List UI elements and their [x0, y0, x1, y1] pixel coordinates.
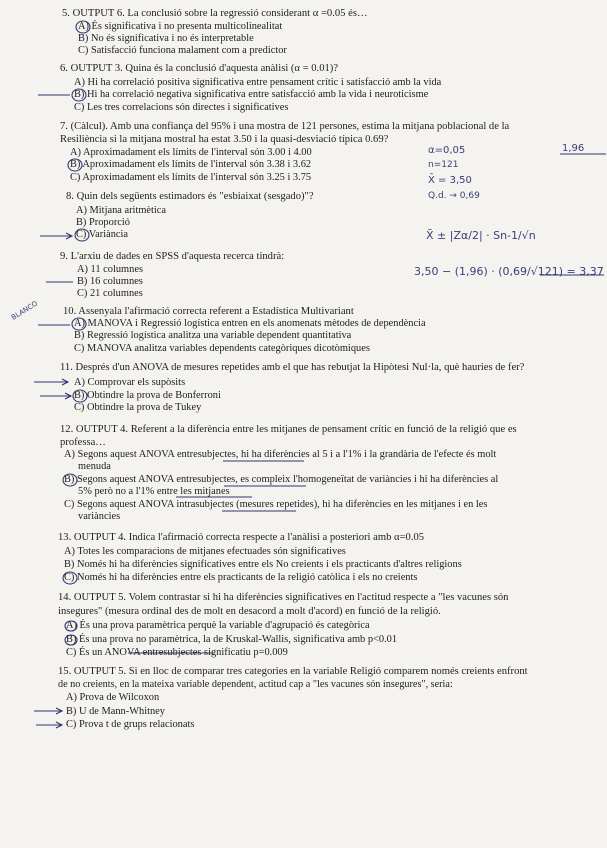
question-14-stem-line-1: 14. OUTPUT 5. Volem contrastar si hi ha diferències significatives en l'actitud respecte a "les vacunes són [58, 592, 509, 603]
question-9-option-b[interactable]: B) 16 columnes [77, 276, 143, 287]
question-12-option-c-cont: variàncies [78, 511, 121, 522]
question-13-option-a[interactable]: A) Totes les comparacions de mitjanes efectuades són significatives [64, 546, 346, 557]
question-12-option-b-cont: 5% però no a l'1% entre les mitjanes [78, 486, 230, 497]
question-12-option-a[interactable]: A) Segons aquest ANOVA entresubjectes, hi ha diferències al 5 i a l'1% i la grandària de l'efecte és molt [64, 449, 497, 460]
question-6-option-a[interactable]: A) Hi ha correlació positiva significativa entre pensament crític i satisfacció amb la vida [74, 77, 442, 88]
handwritten-mean: X̄ = 3,50 [428, 175, 472, 186]
handwritten-formula: X̄ ± |Zα/2| · Sn-1/√n [426, 229, 536, 242]
question-11-option-a[interactable]: A) Comprovar els supòsits [74, 377, 186, 388]
question-5-stem: 5. OUTPUT 6. La conclusió sobre la regressió considerant α =0.05 és… [62, 8, 368, 19]
question-6-option-b[interactable]: B) Hi ha correlació negativa significativa entre satisfacció amb la vida i neuroticisme [74, 89, 429, 100]
question-14-stem-line-2: insegures" (mesura ordinal des de molt en desacord a molt d'acord) en funció de la religió. [58, 606, 441, 617]
handwritten-n: n=121 [428, 160, 459, 170]
question-5-option-c[interactable]: C) Satisfacció funciona malament com a predictor [78, 45, 287, 56]
question-7-option-c[interactable]: C) Aproximadament els límits de l'interval són 3.25 i 3.75 [70, 172, 312, 183]
question-5-option-b[interactable]: B) No és significativa i no és interpretable [78, 33, 254, 44]
question-6-stem: 6. OUTPUT 3. Quina és la conclusió d'aquesta anàlisi (α = 0.01)? [60, 63, 339, 74]
question-7-stem-line-2: Resiliència si la mitjana mostral ha estat 3.50 i la quasi-desviació típica 0.69? [60, 134, 389, 145]
question-10-stem: 10. Assenyala l'afirmació correcta referent a Estadística Multivariant [63, 306, 354, 317]
question-14-option-c[interactable]: C) És un ANOVA entresubjectes significatiu p=0.009 [66, 647, 288, 658]
question-6-option-c[interactable]: C) Les tres correlacions són directes i significatives [74, 102, 289, 113]
question-7-option-b[interactable]: B) Aproximadament els límits de l'interval són 3.38 i 3.62 [70, 159, 312, 170]
question-14-option-b[interactable]: B) És una prova no paramètrica, la de Kruskal-Wallis, significativa amb p<0.01 [66, 634, 398, 645]
handwritten-alpha: α=0,05 [428, 145, 466, 156]
question-11-option-c[interactable]: C) Obtindre la prova de Tukey [74, 402, 202, 413]
question-12-option-a-cont: menuda [78, 461, 111, 472]
question-13-option-c[interactable]: C) Només hi ha diferències entre els practicants de la religió catòlica i els no creients [64, 572, 418, 583]
question-11-option-b[interactable]: B) Obtindre la prova de Bonferroni [74, 390, 221, 401]
handwritten-sd: Q.d. → 0,69 [428, 191, 480, 201]
question-9-stem: 9. L'arxiu de dades en SPSS d'aquesta recerca tindrà: [60, 251, 285, 262]
handwritten-calculation: 3,50 − (1,96) · (0,69/√121) = 3,37 [414, 265, 604, 278]
question-10-option-c[interactable]: C) MANOVA analitza variables dependents categòriques dicotòmiques [74, 343, 370, 354]
question-13-stem: 13. OUTPUT 4. Indica l'afirmació correcta respecte a l'anàlisi a posteriori amb α=0.05 [58, 532, 425, 543]
question-8-option-c[interactable]: C) Variància [76, 229, 129, 240]
answer-arrow-q8-c [40, 233, 72, 239]
answer-arrow-q11-a [34, 379, 68, 385]
question-12-stem-line-1: 12. OUTPUT 4. Referent a la diferència entre les mitjanes de pensament crític en funció de la religió que es [60, 424, 517, 435]
question-13-option-b[interactable]: B) Només hi ha diferències significatives entre els No creients i els practicants d'altres religions [64, 559, 462, 570]
question-8-stem: 8. Quin dels següents estimadors és "esbiaixat (sesgado)"? [66, 191, 314, 202]
question-15-stem-line-2: de no creients, en la mateixa variable dependent, actitud cap a "les vacunes són insegures", seria: [58, 679, 453, 690]
question-12-option-c[interactable]: C) Segons aquest ANOVA intrasubjectes (mesures repetides), hi ha diferències en les mitjanes i en les [64, 499, 488, 510]
answer-arrow-q15-c [36, 722, 62, 728]
question-15-option-b[interactable]: B) U de Mann-Whitney [66, 706, 165, 717]
question-12-stem-line-2: professa… [60, 437, 106, 448]
question-8-option-b[interactable]: B) Proporció [76, 217, 130, 228]
question-5-option-a[interactable]: A) És significativa i no presenta multicolinealitat [78, 21, 283, 32]
question-14-option-a[interactable]: A) És una prova paramètrica perquè la variable d'agrupació és categòrica [66, 620, 370, 631]
question-9-option-c[interactable]: C) 21 columnes [77, 288, 143, 299]
question-15-option-a[interactable]: A) Prova de Wilcoxon [66, 692, 160, 703]
answer-arrow-q11-b [40, 393, 71, 399]
question-15-stem-line-1: 15. OUTPUT 5. Si en lloc de comparar tres categories en la variable Religió comparem només creients enfront [58, 666, 528, 677]
question-8-option-a[interactable]: A) Mitjana aritmètica [76, 205, 167, 216]
question-10-option-b[interactable]: B) Regressió logística analitza una variable dependent quantitativa [74, 330, 352, 341]
question-10-option-a[interactable]: A) MANOVA i Regressió logística entren en els anomenats mètodes de dependència [74, 318, 426, 329]
handwritten-blanco-note: BLANCO [10, 299, 40, 322]
question-15-option-c[interactable]: C) Prova t de grups relacionats [66, 719, 195, 730]
question-9-option-a[interactable]: A) 11 columnes [77, 264, 143, 275]
question-7-stem-line-1: 7. (Càlcul). Amb una confiança del 95% i una mostra de 121 persones, estima la mitjana poblacional de la [60, 121, 510, 132]
answer-arrow-q15-b [34, 708, 62, 714]
question-7-option-a[interactable]: A) Aproximadament els límits de l'interval són 3.00 i 4.00 [70, 147, 312, 158]
question-12-option-b[interactable]: B) Segons aquest ANOVA entresubjectes, es compleix l'homogeneïtat de variàncies i hi ha diferències al [64, 474, 499, 485]
handwritten-z-value: 1,96 [562, 143, 585, 154]
question-11-stem: 11. Després d'un ANOVA de mesures repetides amb el que has rebutjat la Hipòtesi Nul·la, què hauries de fer? [60, 362, 525, 373]
